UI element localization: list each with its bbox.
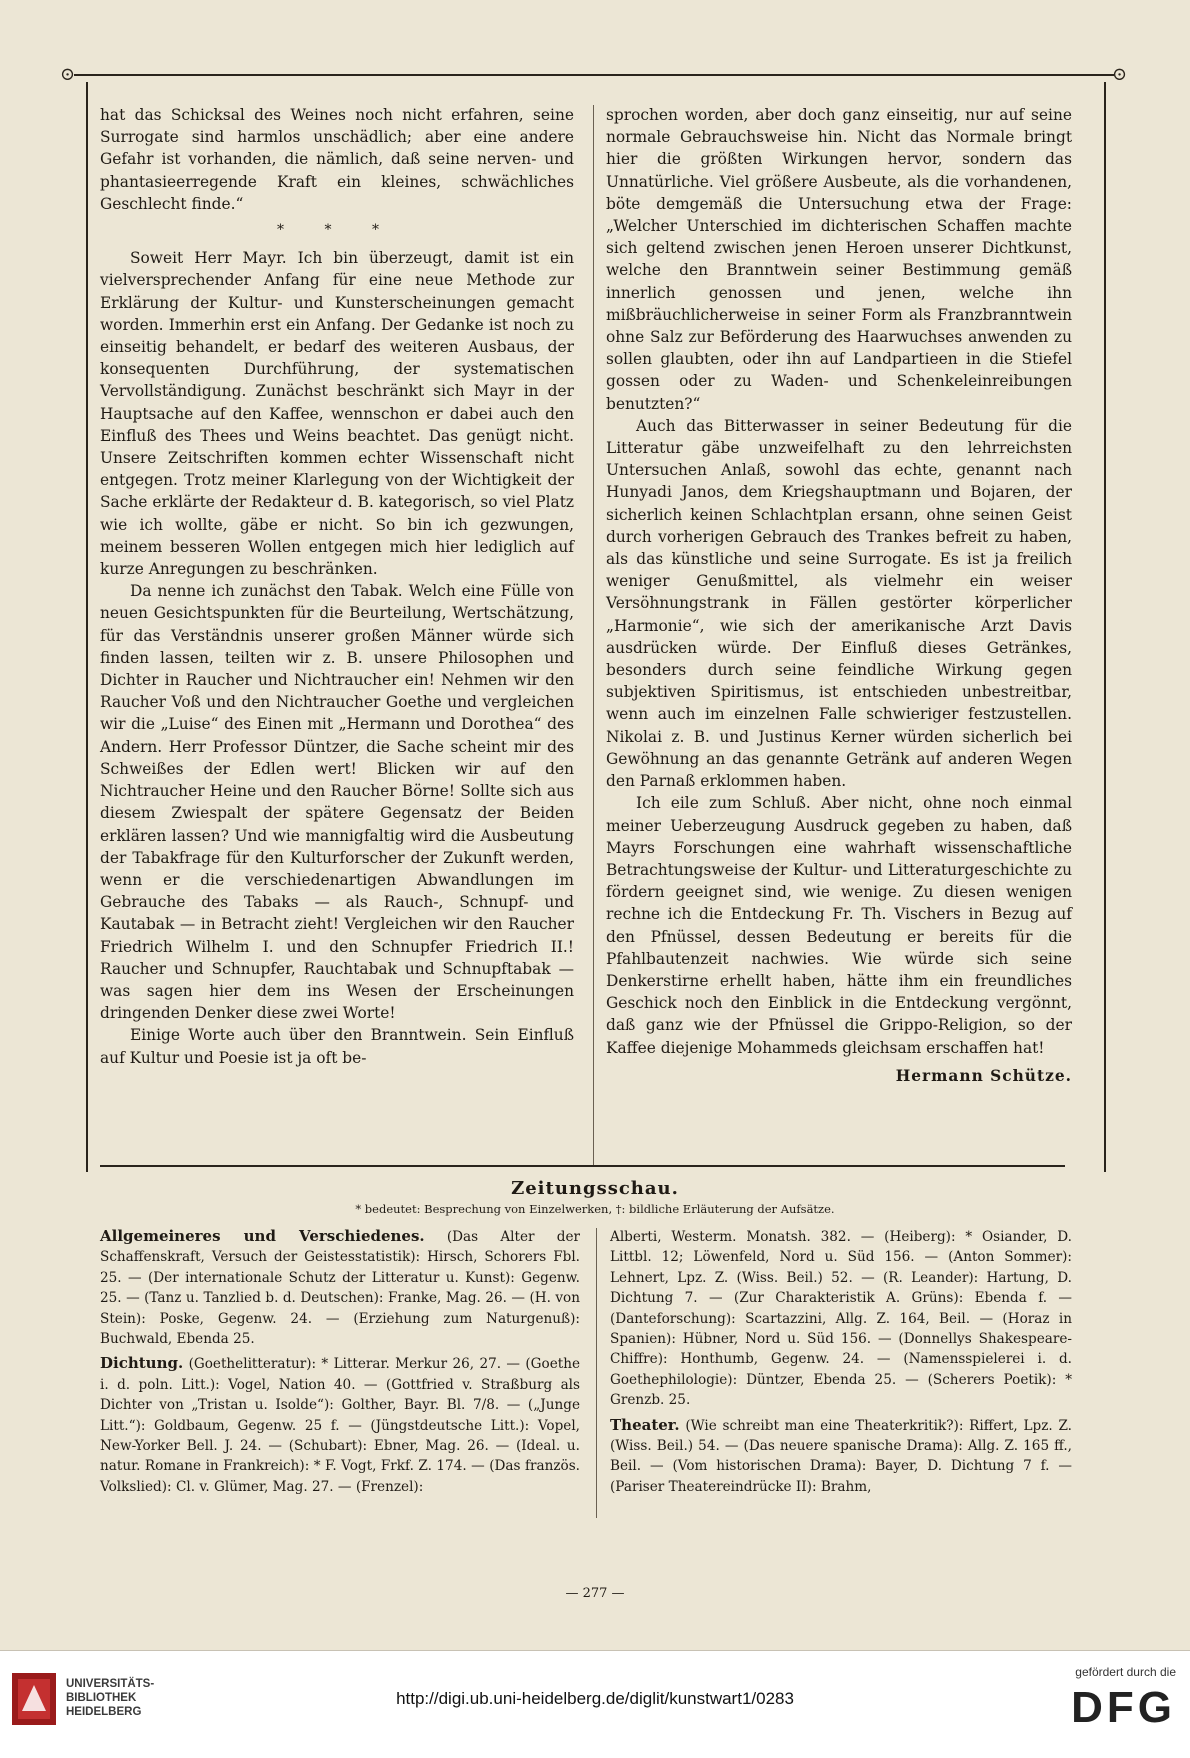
paragraph: hat das Schicksal des Weines noch nicht erfahren, seine Surrogate sind harmlos unschädlich; aber eine andere Gefahr ist vorhanden, die nämlich, daß seine nerven- und phantasieerregende Kraft ein kleines, schwächliches Geschlecht finde.“: [100, 106, 574, 213]
source-url-link[interactable]: http://digi.ub.uni-heidelberg.de/diglit/kunstwart1/0283: [396, 1689, 794, 1708]
paragraph: Da nenne ich zunächst den Tabak. Welch eine Fülle von neuen Gesichtspunkten für die Beurteilung, Wertschätzung, für das Verständnis unserer großen Männer würde sich finden lassen, teilten wir z. B. unsere Philosophen und Dichter in Raucher und Nichtraucher ein! Nehmen wir den Raucher Voß und den Nichtraucher Goethe und vergleichen wir die „Luise“ des Einen mit „Hermann und Dorothea“ des Andern. Herr Professor Düntzer, die Sache scheint mir des Schweißes der Edlen wert! Blicken wir auf den Nichtraucher Heine und den Raucher Börne! Sollte sich aus diesem Zwiespalt der spätere Gegensatz der Beiden erklären lassen? Und wie mannigfaltig wird die Ausbeutung der Tabakfrage für den Kulturforscher der Zukunft werden, wenn er die verschiedenartigen Abwandlungen im Gebrauche des Tabaks — als Rauch-, Schnupf- und Kautabak — in Betracht zieht! Vergleichen wir den Raucher Friedrich Wilhelm I. und den Schnupfer Friedrich II.! Raucher und Schnupfer, Rauchtabak und Schnupftabak — was sagen hier dem ins Wesen der Erscheinungen dringenden Denker diese zwei Worte!: [100, 582, 574, 1023]
zeitungsschau-legend: * bedeutet: Besprechung von Einzelwerken, †: bildliche Erläuterung der Aufsätze.: [355, 1202, 835, 1216]
funding-label: gefördert durch die: [1075, 1665, 1176, 1679]
entry-heading: Theater.: [610, 1415, 680, 1434]
paragraph: Auch das Bitterwasser in seiner Bedeutung für die Litteratur gäbe unzweifelhaft zu den lehrreichsten Untersuchen Anlaß, sowohl das echte, genannt nach Hunyadi Janos, dem Kriegshauptmann und Bojaren, der sicherlich keinen Schlachtplan ersann, ohne seinen Geist durch vorherigen Gebrauch des Trankes befreit zu haben, als das künstliche und seine Surrogate. Es ist ja freilich weniger Genußmittel, als vielmehr ein weiser Versöhnungstrank in Fällen gestörter körperlicher „Harmonie“, wie sich der amerikanische Arzt Davis ausdrücken würde. Der Einfluß dieses Getränkes, besonders durch seine feindliche Wirkung gegen subjektiven Spiritismus, ist entschieden unbestreitbar, wenn auch im einzelnen Falle schwieriger festzustellen. Nikolai z. B. und Justinus Kerner würden sicherlich bei Gewöhnung an das genannte Getränk auf anderen Wegen den Parnaß erklommen haben.: [606, 416, 1072, 791]
ornament-left-icon: ⊙: [60, 64, 76, 85]
paragraph: sprochen worden, aber doch ganz einseitig, nur auf seine normale Gebrauchsweise hin. Nicht das Normale bringt hier die größten Wirkungen hervor, sondern das Unnatürliche. Viel größere Ausbeute, als die vorhandenen, böte demgemäß die Untersuchung etwa der Frage: „Welcher Unterschied im dichterischen Schaffen machte sich geltend zwischen jenen Heroen unserer Dichtkunst, welche den Branntwein seiner Bestimmung gemäß innerlich genossen und jenen, welche ihn mißbräuchlicherweise in seiner Form als Franzbranntwein ohne Salz zur Beförderung des Haarwuchses anwenden zu sollen glaubten, oder ihn auf Landpartieen in die Stiefel gossen oder zu Waden- und Schenkeleinreibungen benutzten?“: [606, 106, 1072, 413]
entry-text: Alberti, Westerm. Monatsh. 382. — (Heiberg): * Osiander, D. Littbl. 12; Löwenfeld, Nord u. Süd 156. — (Anton Sommer): Lehnert, Lpz. Z. (Wiss. Beil.) 52. — (R. Leander): Hartung, D. Dichtung 7. — (Zur Charakteristik A. Grüns): Ebenda f. — (Danteforschung): Scartazzini, Allg. Z. 164, Beil. — (Horaz in Spanien): Hübner, Nord u. Süd 156. — (Donnellys Shakespeare-Chiffre): Honthumb, Gegenw. 24. — (Namensspielerei i. d. Goethephilologie): Düntzer, Ebenda 25. — (Scherers Poetik): * Grenzb. 25.: [610, 1229, 1072, 1409]
author-signature: Hermann Schütze.: [895, 1066, 1072, 1085]
section-rule: [100, 1165, 1065, 1167]
zeitungsschau-entry: [610, 1415, 1072, 1498]
left-border-rule: [86, 82, 88, 1172]
zeitungsschau-entry: [100, 1226, 580, 1349]
section-stars: * * *: [277, 222, 397, 239]
right-border-rule: [1104, 82, 1106, 1172]
zeitungsschau-right-column: [610, 1226, 1072, 1501]
zeitungsschau-entry: [610, 1226, 1072, 1411]
zeitungsschau-entry: [100, 1353, 580, 1497]
column-divider: [593, 105, 594, 1165]
left-column: [100, 104, 574, 1069]
entry-heading: Dichtung.: [100, 1354, 184, 1373]
entry-text: (Goethelitteratur): * Litterar. Merkur 26, 27. — (Goethe i. d. poln. Litt.): Vogel, Nation 40. — (Gottfried v. Straßburg als Dichter von „Tristan u. Isolde“): Golther, Bayr. Bl. 7/8. — („Junge Litt.“): Goldbaum, Gegenw. 25 f. — (Jüngstdeutsche Litt.): Vopel, New-Yorker Bell. J. 24. — (Schubart): Ebner, Mag. 26. — (Ideal. u. natur. Romane in Frankreich): * F. Vogt, Frkf. Z. 174. — (Das französ. Volkslied): Cl. v. Glümer, Mag. 27. — (Frenzel):: [100, 1356, 581, 1495]
paragraph: Einige Worte auch über den Branntwein. Sein Einfluß auf Kultur und Poesie ist ja oft be-: [100, 1026, 574, 1067]
entry-text: (Das Alter der Schaffenskraft, Versuch der Geistesstatistik): Hirsch, Schorers Fbl. 25. — (Der internationale Schutz der Litteratur u. Kunst): Gegenw. 25. — (Tanz u. Tanzlied b. d. Deutschen): Franke, Mag. 26. — (H. von Stein): Poske, Gegenw. 24. — (Erziehung zum Naturgenuß): Buchwald, Ebenda 25.: [100, 1229, 580, 1348]
paragraph: Soweit Herr Mayr. Ich bin überzeugt, damit ist ein vielversprechender Anfang für eine neue Methode zur Erklärung der Kultur- und Kunsterscheinungen gemacht worden. Immerhin erst ein Anfang. Der Gedanke ist noch zu einseitig behandelt, er bedarf des weiteren Ausbaus, der konsequenten Durchführung, der systematischen Vervollständigung. Zunächst beschränkt sich Mayr in der Hauptsache auf den Kaffee, wennschon er dabei auch den Einfluß des Thees und Weins beachtet. Das genügt nicht. Unsere Zeitschriften kommen echter Wissenschaft nicht entgegen. Trotz meiner Klarlegung von der Wichtigkeit der Sache erklärte der Redakteur d. B. kategorisch, so viel Platz wie ich wollte, gäbe er nicht. So bin ich gezwungen, meinem besseren Wollen entgegen mich hier lediglich auf kurze Anregungen zu beschränken.: [100, 249, 574, 579]
zeitungsschau-title: Zeitungsschau.: [511, 1178, 679, 1199]
ornament-right-icon: ⊙: [1112, 64, 1128, 85]
page-number: — 277 —: [565, 1586, 625, 1601]
digitization-footer: [0, 1650, 1190, 1758]
university-line: UNIVERSITÄTS-: [66, 1678, 155, 1690]
zeitungsschau-column-divider: [596, 1228, 597, 1518]
entry-heading: Allgemeineres und Verschiedenes.: [100, 1227, 425, 1245]
university-line: BIBLIOTHEK: [66, 1692, 137, 1704]
entry-text: (Wie schreibt man eine Theaterkritik?): Riffert, Lpz. Z. (Wiss. Beil.) 54. — (Das neuere spanische Drama): Allg. Z. 165 ff., Beil. — (Vom historischen Drama): Bayer, D. Dichtung 7 f. — (Pariser Theatereindrücke II): Brahm,: [610, 1417, 1072, 1495]
zeitungsschau-left-column: [100, 1226, 580, 1501]
university-line: HEIDELBERG: [66, 1706, 142, 1718]
paragraph: Ich eile zum Schluß. Aber nicht, ohne noch einmal meiner Ueberzeugung Ausdruck gegeben zu haben, daß Mayrs Forschungen eine wahrhaft wissenschaftliche Betrachtungsweise der Kultur- und Litteraturgeschichte zu fördern geeignet sind, wie wenige. Zu diesen wenigen rechne ich die Entdeckung Fr. Th. Vischers in Bezug auf den Pfnüssel, dessen Bedeutung er bereits für die Pfahlbautenzeit nachwies. Wie würde sich seine Denkerstirne erhellt haben, hätte ihm ein freundliches Geschick noch den Einblick in die Entdeckung vergönnt, daß ganz wie der Pfnüssel die Grippo-Religion, so der Kaffee diejenige Mohammeds gleichsam erschaffen hat!: [606, 794, 1072, 1057]
right-column: [606, 104, 1072, 1087]
dfg-logo: DFG: [1071, 1683, 1176, 1732]
top-border-rule: [74, 74, 1114, 76]
